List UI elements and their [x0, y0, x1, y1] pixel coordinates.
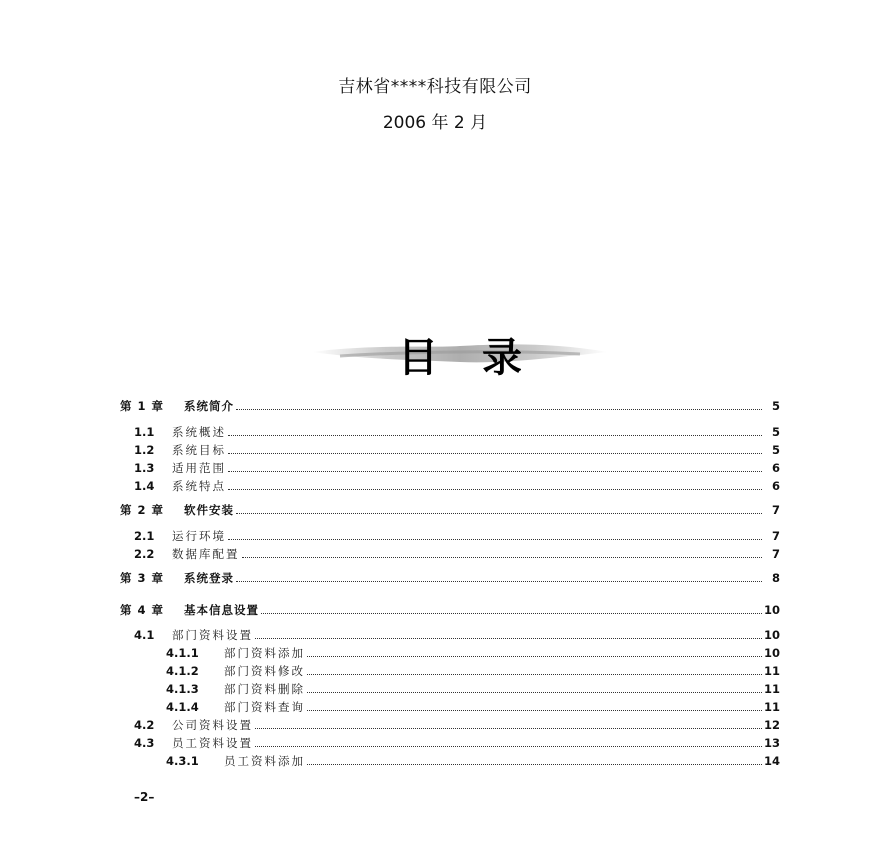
toc-entry-title: 运行环境	[172, 529, 226, 543]
toc-entry-number: 1.2	[134, 443, 155, 457]
toc-entry[interactable]	[120, 627, 780, 643]
toc-leader-dots	[228, 462, 762, 472]
toc-leader-dots	[307, 665, 762, 675]
toc-entry-page: 11	[763, 664, 780, 678]
toc-entry[interactable]	[120, 602, 780, 618]
toc-entry-number: 4.1.2	[166, 664, 199, 678]
toc-entry-title: 部门资料修改	[224, 664, 305, 678]
toc-entry[interactable]	[120, 570, 780, 586]
toc-entry-number: 1.3	[134, 461, 155, 475]
toc-entry-page: 11	[763, 682, 780, 696]
document-date: 2006 年 2 月	[382, 113, 488, 133]
toc-entry-page: 6	[771, 479, 780, 493]
toc-entry[interactable]	[120, 478, 780, 494]
toc-entry-title: 系统目标	[172, 443, 226, 457]
toc-entry-title: 数据库配置	[172, 547, 240, 561]
toc-leader-dots	[255, 737, 762, 747]
toc-entry-page: 10	[763, 603, 780, 617]
toc-entry-page: 7	[771, 503, 780, 517]
toc-leader-dots	[242, 548, 763, 558]
toc-entry-number: 1.4	[134, 479, 155, 493]
toc-leader-dots	[261, 604, 762, 614]
toc-entry-number: 4.1	[134, 628, 155, 642]
toc-leader-dots	[228, 480, 762, 490]
toc-entry-page: 10	[763, 646, 780, 660]
toc-entry-title: 适用范围	[172, 461, 226, 475]
toc-entry[interactable]	[120, 663, 780, 679]
toc-entry[interactable]	[120, 645, 780, 661]
company-name: 吉林省****科技有限公司	[338, 77, 532, 97]
toc-entry-title: 系统特点	[172, 479, 226, 493]
toc-entry[interactable]	[120, 502, 780, 518]
toc-entry-number: 4.3.1	[166, 754, 199, 768]
toc-entry[interactable]	[120, 735, 780, 751]
toc-entry[interactable]	[120, 442, 780, 458]
toc-entry-number: 2.2	[134, 547, 155, 561]
toc-entry[interactable]	[120, 528, 780, 544]
toc-leader-dots	[307, 647, 762, 657]
toc-entry-page: 10	[763, 628, 780, 642]
toc-entry[interactable]	[120, 699, 780, 715]
toc-entry-title: 系统概述	[172, 425, 226, 439]
toc-leader-dots	[236, 504, 762, 514]
toc-entry-number: 4.1.4	[166, 700, 199, 714]
toc-entry-page: 8	[771, 571, 780, 585]
toc-leader-dots	[255, 629, 762, 639]
toc-entry[interactable]	[120, 460, 780, 476]
toc-entry[interactable]	[120, 398, 780, 414]
toc-entry-title: 部门资料设置	[172, 628, 253, 642]
toc-entry-page: 7	[771, 529, 780, 543]
toc-entry-title: 软件安装	[184, 503, 234, 517]
toc-entry-number: 第 3 章	[120, 571, 165, 585]
toc-leader-dots	[236, 400, 762, 410]
toc-entry-title: 部门资料添加	[224, 646, 305, 660]
toc-entry-page: 5	[771, 443, 780, 457]
toc-entry-number: 4.1.3	[166, 682, 199, 696]
toc-leader-dots	[236, 572, 762, 582]
toc-entry[interactable]	[120, 424, 780, 440]
toc-leader-dots	[228, 530, 762, 540]
page-number: –2–	[134, 790, 155, 804]
toc-entry-number: 第 2 章	[120, 503, 165, 517]
toc-entry-page: 5	[771, 425, 780, 439]
toc-entry-title: 部门资料查询	[224, 700, 305, 714]
toc-entry-page: 7	[771, 547, 780, 561]
toc-entry-page: 14	[763, 754, 780, 768]
toc-entry-title: 基本信息设置	[184, 603, 259, 617]
toc-entry-number: 第 1 章	[120, 399, 165, 413]
toc-entry-number: 4.3	[134, 736, 155, 750]
toc-entry[interactable]	[120, 546, 780, 562]
toc-entry-number: 1.1	[134, 425, 155, 439]
toc-entry-page: 5	[771, 399, 780, 413]
toc-leader-dots	[307, 701, 762, 711]
toc-entry-number: 4.1.1	[166, 646, 199, 660]
toc-entry[interactable]	[120, 681, 780, 697]
toc-title-banner	[310, 322, 610, 380]
toc-leader-dots	[307, 755, 762, 765]
toc-entry-title: 公司资料设置	[172, 718, 253, 732]
toc-title: 目录	[398, 334, 566, 381]
toc-entry[interactable]	[120, 753, 780, 769]
toc-entry[interactable]	[120, 717, 780, 733]
toc-entry-page: 6	[771, 461, 780, 475]
toc-entry-page: 11	[763, 700, 780, 714]
toc-entry-title: 系统登录	[184, 571, 234, 585]
toc-entry-number: 第 4 章	[120, 603, 165, 617]
toc-entry-number: 4.2	[134, 718, 155, 732]
toc-entry-page: 12	[763, 718, 780, 732]
toc-entry-page: 13	[763, 736, 780, 750]
toc-leader-dots	[228, 426, 762, 436]
toc-entry-title: 系统简介	[184, 399, 234, 413]
toc-entry-title: 员工资料添加	[224, 754, 305, 768]
toc-leader-dots	[307, 683, 762, 693]
toc-leader-dots	[228, 444, 762, 454]
toc-leader-dots	[255, 719, 762, 729]
toc-entry-title: 员工资料设置	[172, 736, 253, 750]
toc-entry-title: 部门资料删除	[224, 682, 305, 696]
toc-entry-number: 2.1	[134, 529, 155, 543]
